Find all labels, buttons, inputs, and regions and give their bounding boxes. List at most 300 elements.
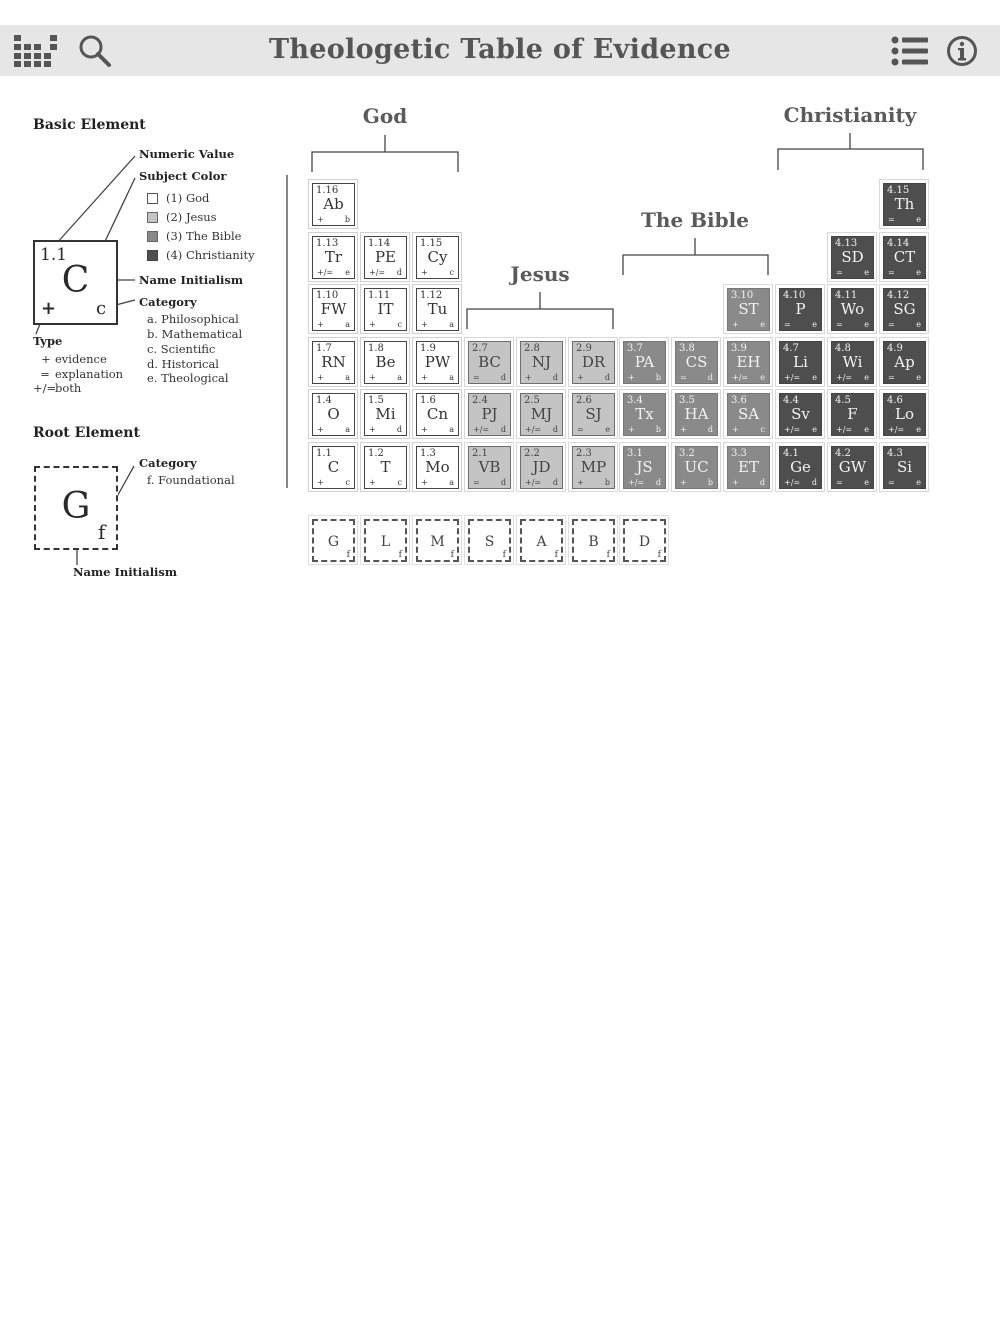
root-element-category: f: [398, 550, 402, 560]
element-cell[interactable]: [827, 284, 877, 334]
root-element-tile: [312, 519, 355, 562]
element-number: 4.15: [887, 185, 910, 196]
element-tile: [883, 393, 926, 436]
element-symbol: CS: [685, 353, 708, 371]
legend-sample-element: [33, 240, 118, 325]
element-type: +/=: [888, 425, 905, 434]
element-cell[interactable]: [671, 389, 721, 439]
element-cell[interactable]: [879, 442, 929, 492]
root-element-cell[interactable]: [516, 515, 566, 565]
element-symbol: CT: [893, 248, 916, 266]
element-type: +: [421, 373, 428, 382]
element-number: 3.8: [679, 343, 695, 354]
element-type: =: [680, 373, 687, 382]
element-category: d: [811, 478, 817, 487]
element-category: c: [397, 320, 402, 329]
element-number: 4.2: [835, 448, 851, 459]
element-type: +/=: [473, 425, 490, 434]
element-type: +: [680, 478, 687, 487]
legend-type-sym-evidence: +: [41, 352, 51, 366]
element-cell[interactable]: [360, 442, 410, 492]
root-element-tile: [520, 519, 563, 562]
element-number: 3.10: [731, 290, 754, 301]
element-cell[interactable]: [619, 389, 669, 439]
legend-type-sym-explanation: =: [40, 367, 50, 381]
element-cell[interactable]: [775, 442, 825, 492]
element-symbol: SD: [841, 248, 864, 266]
element-tile: [675, 446, 718, 489]
element-category: a: [449, 425, 454, 434]
sample-numeric-value: 1.1: [40, 245, 68, 265]
root-element-tile: [623, 519, 666, 562]
element-type: +: [628, 425, 635, 434]
element-category: d: [707, 425, 713, 434]
element-number: 4.9: [887, 343, 903, 354]
element-number: 4.5: [835, 395, 851, 406]
element-type: =: [577, 425, 584, 434]
element-type: +: [317, 320, 324, 329]
element-cell[interactable]: [412, 442, 462, 492]
root-element-symbol: G: [327, 534, 340, 550]
element-tile: [416, 288, 459, 331]
element-tile: [779, 341, 822, 384]
element-category: c: [397, 478, 402, 487]
element-cell[interactable]: [827, 232, 877, 282]
legend-type-sym-both: +/=: [33, 381, 57, 395]
element-cell[interactable]: [360, 389, 410, 439]
element-cell[interactable]: [723, 442, 773, 492]
element-type: +: [317, 373, 324, 382]
element-type: +: [421, 268, 428, 277]
sample-type: +: [41, 298, 57, 319]
element-number: 4.1: [783, 448, 799, 459]
info-icon[interactable]: [946, 35, 978, 67]
element-category: e: [864, 478, 869, 487]
element-category: a: [345, 373, 350, 382]
swatch-bible: [147, 231, 158, 242]
element-category: c: [760, 425, 765, 434]
element-cell[interactable]: [360, 284, 410, 334]
element-type: =: [888, 320, 895, 329]
element-number: 2.5: [524, 395, 540, 406]
element-symbol: SA: [737, 405, 760, 423]
element-symbol: Mi: [375, 405, 396, 423]
element-cell[interactable]: [827, 389, 877, 439]
root-element-symbol: S: [484, 534, 495, 550]
element-symbol: Ab: [323, 195, 344, 213]
element-tile: [364, 288, 407, 331]
element-tile: [520, 341, 563, 384]
element-category: d: [759, 478, 765, 487]
element-number: 2.8: [524, 343, 540, 354]
element-number: 4.13: [835, 238, 858, 249]
element-symbol: Ap: [894, 353, 915, 371]
element-symbol: Sv: [791, 405, 810, 423]
element-category: a: [345, 425, 350, 434]
root-element-category: f: [502, 550, 506, 560]
element-symbol: Wo: [840, 300, 865, 318]
root-element-tile: [572, 519, 615, 562]
element-number: 4.4: [783, 395, 799, 406]
element-category: d: [396, 268, 402, 277]
element-cell[interactable]: [775, 284, 825, 334]
element-cell[interactable]: [516, 337, 566, 387]
element-type: +/=: [369, 268, 386, 277]
element-type: =: [784, 320, 791, 329]
element-type: +/=: [525, 478, 542, 487]
element-cell[interactable]: [775, 337, 825, 387]
element-type: =: [836, 320, 843, 329]
element-tile: [727, 393, 770, 436]
element-category: a: [449, 373, 454, 382]
group-label-jesus: Jesus: [510, 262, 570, 286]
element-tile: [364, 236, 407, 279]
element-cell[interactable]: [464, 442, 514, 492]
legend-cat-c: c. Scientific: [147, 342, 216, 356]
element-cell[interactable]: [827, 337, 877, 387]
element-category: e: [345, 268, 350, 277]
element-symbol: Tx: [635, 405, 654, 423]
swatch-christianity: [147, 250, 158, 261]
element-number: 2.6: [576, 395, 592, 406]
element-symbol: Be: [375, 353, 396, 371]
element-cell[interactable]: [879, 232, 929, 282]
group-label-christianity: Christianity: [783, 103, 917, 127]
element-cell[interactable]: [879, 337, 929, 387]
element-cell[interactable]: [308, 284, 358, 334]
element-cell[interactable]: [360, 337, 410, 387]
element-symbol: RN: [321, 353, 346, 371]
element-type: =: [888, 478, 895, 487]
element-number: 1.11: [368, 290, 391, 301]
root-element-category: f: [554, 550, 558, 560]
element-cell[interactable]: [723, 337, 773, 387]
element-type: +/=: [525, 425, 542, 434]
element-symbol: VB: [478, 458, 501, 476]
legend-cat-d: d. Historical: [147, 357, 219, 371]
element-category: a: [449, 320, 454, 329]
element-number: 4.7: [783, 343, 799, 354]
element-symbol: O: [327, 405, 340, 423]
element-tile: [831, 236, 874, 279]
element-number: 1.12: [420, 290, 443, 301]
element-symbol: Ge: [790, 458, 811, 476]
root-sample-initialism: G: [61, 486, 91, 527]
element-cell[interactable]: [412, 232, 462, 282]
element-symbol: BC: [478, 353, 501, 371]
element-tile: [468, 341, 511, 384]
element-type: +/=: [732, 373, 749, 382]
element-tile: [520, 446, 563, 489]
element-number: 2.4: [472, 395, 488, 406]
root-element-cell[interactable]: [568, 515, 618, 565]
element-category: a: [345, 320, 350, 329]
element-number: 4.8: [835, 343, 851, 354]
element-type: +: [421, 478, 428, 487]
element-tile: [572, 393, 615, 436]
element-symbol: MJ: [530, 405, 553, 423]
element-tile: [623, 393, 666, 436]
element-category: e: [760, 320, 765, 329]
element-number: 1.1: [316, 448, 332, 459]
element-tile: [312, 183, 355, 226]
element-type: +/=: [784, 478, 801, 487]
element-symbol: T: [380, 458, 391, 476]
element-number: 2.2: [524, 448, 540, 459]
legend-root-name-initialism: Name Initialism: [73, 565, 178, 579]
element-category: e: [916, 373, 921, 382]
element-symbol: JD: [532, 458, 551, 476]
element-type: +: [732, 425, 739, 434]
element-cell[interactable]: [412, 337, 462, 387]
element-category: e: [916, 320, 921, 329]
element-symbol: EH: [736, 353, 761, 371]
element-tile: [312, 341, 355, 384]
legend-subject-bible: (3) The Bible: [166, 229, 242, 243]
element-category: d: [552, 425, 558, 434]
element-number: 3.9: [731, 343, 747, 354]
element-symbol: PA: [634, 353, 655, 371]
element-type: +: [317, 215, 324, 224]
element-type: +: [577, 478, 584, 487]
element-category: e: [812, 425, 817, 434]
element-cell[interactable]: [308, 232, 358, 282]
element-symbol: Th: [894, 195, 915, 213]
element-category: e: [916, 268, 921, 277]
element-number: 2.7: [472, 343, 488, 354]
element-tile: [468, 393, 511, 436]
element-category: e: [812, 373, 817, 382]
root-element-tile: [468, 519, 511, 562]
element-category: b: [655, 425, 661, 434]
element-tile: [572, 446, 615, 489]
element-cell[interactable]: [568, 337, 618, 387]
element-tile: [416, 236, 459, 279]
element-category: c: [449, 268, 454, 277]
swatch-god: [147, 193, 158, 204]
element-tile: [572, 341, 615, 384]
swatch-jesus: [147, 212, 158, 223]
legend-type-evidence: evidence: [55, 352, 107, 366]
element-category: a: [397, 373, 402, 382]
element-type: =: [888, 373, 895, 382]
element-tile: [883, 341, 926, 384]
element-category: d: [500, 478, 506, 487]
element-tile: [779, 288, 822, 331]
element-category: d: [655, 478, 661, 487]
element-type: +: [577, 373, 584, 382]
element-symbol: Tr: [324, 248, 343, 266]
legend-cat-a: a. Philosophical: [147, 312, 239, 326]
element-tile: [831, 288, 874, 331]
element-tile: [416, 393, 459, 436]
element-category: e: [916, 478, 921, 487]
element-type: +: [317, 425, 324, 434]
element-tile: [727, 288, 770, 331]
element-symbol: NJ: [531, 353, 552, 371]
element-cell[interactable]: [360, 232, 410, 282]
element-type: +: [369, 425, 376, 434]
element-type: +: [421, 320, 428, 329]
element-symbol: Wi: [842, 353, 863, 371]
root-element-cell[interactable]: [360, 515, 410, 565]
element-cell[interactable]: [619, 442, 669, 492]
legend-basic-title: Basic Element: [33, 117, 146, 133]
element-cell[interactable]: [827, 442, 877, 492]
element-cell[interactable]: [516, 389, 566, 439]
root-element-symbol: B: [588, 534, 599, 550]
element-category: d: [552, 478, 558, 487]
element-type: +/=: [628, 478, 645, 487]
legend-type-explanation: explanation: [55, 367, 124, 381]
element-cell[interactable]: [412, 284, 462, 334]
element-type: +: [369, 320, 376, 329]
element-symbol: IT: [377, 300, 394, 318]
element-category: c: [345, 478, 350, 487]
element-symbol: Mo: [425, 458, 450, 476]
element-number: 1.6: [420, 395, 436, 406]
element-type: +: [732, 478, 739, 487]
element-cell[interactable]: [308, 442, 358, 492]
legend-root-title: Root Element: [33, 425, 140, 441]
group-label-bible: The Bible: [641, 208, 749, 232]
root-element-cell[interactable]: [308, 515, 358, 565]
element-tile: [883, 446, 926, 489]
element-cell[interactable]: [568, 389, 618, 439]
element-category: e: [864, 373, 869, 382]
element-symbol: PW: [424, 353, 451, 371]
root-element-cell[interactable]: [412, 515, 462, 565]
element-number: 1.9: [420, 343, 436, 354]
element-tile: [416, 446, 459, 489]
element-cell[interactable]: [516, 442, 566, 492]
element-symbol: Cn: [426, 405, 449, 423]
element-symbol: Lo: [895, 405, 914, 423]
element-cell[interactable]: [308, 337, 358, 387]
element-type: =: [473, 478, 480, 487]
root-element-category: f: [606, 550, 610, 560]
element-type: =: [836, 478, 843, 487]
legend-type: Type: [33, 334, 63, 348]
element-number: 4.6: [887, 395, 903, 406]
element-category: d: [552, 373, 558, 382]
element-category: b: [707, 478, 713, 487]
element-symbol: F: [847, 405, 858, 423]
element-number: 2.1: [472, 448, 488, 459]
element-number: 1.3: [420, 448, 436, 459]
element-category: b: [655, 373, 661, 382]
element-number: 1.10: [316, 290, 339, 301]
element-cell[interactable]: [412, 389, 462, 439]
element-number: 1.15: [420, 238, 443, 249]
element-category: e: [864, 425, 869, 434]
element-cell[interactable]: [723, 284, 773, 334]
root-element-cell[interactable]: [464, 515, 514, 565]
element-number: 4.10: [783, 290, 806, 301]
element-symbol: P: [795, 300, 806, 318]
element-cell[interactable]: [464, 389, 514, 439]
element-type: +: [317, 478, 324, 487]
element-cell[interactable]: [464, 337, 514, 387]
legend-category: Category: [139, 295, 197, 309]
element-category: d: [500, 373, 506, 382]
element-tile: [312, 236, 355, 279]
legend-root-cat-f: f. Foundational: [147, 473, 235, 487]
element-cell[interactable]: [671, 442, 721, 492]
element-cell[interactable]: [308, 389, 358, 439]
element-category: b: [604, 478, 610, 487]
root-element-category: f: [657, 550, 661, 560]
element-type: =: [473, 373, 480, 382]
element-tile: [364, 393, 407, 436]
element-type: =: [836, 268, 843, 277]
element-number: 4.3: [887, 448, 903, 459]
element-category: e: [864, 320, 869, 329]
element-cell[interactable]: [879, 284, 929, 334]
element-category: e: [916, 425, 921, 434]
element-symbol: C: [327, 458, 340, 476]
root-sample-category: f: [98, 520, 106, 544]
element-number: 1.2: [368, 448, 384, 459]
element-tile: [675, 393, 718, 436]
element-type: +/=: [317, 268, 334, 277]
element-cell[interactable]: [879, 179, 929, 229]
element-type: +/=: [836, 425, 853, 434]
element-tile: [831, 341, 874, 384]
element-number: 3.3: [731, 448, 747, 459]
element-symbol: PJ: [481, 405, 498, 423]
element-tile: [312, 288, 355, 331]
element-number: 4.14: [887, 238, 910, 249]
element-symbol: JS: [636, 458, 653, 476]
element-cell[interactable]: [723, 389, 773, 439]
legend-cat-e: e. Theological: [147, 371, 229, 385]
element-number: 2.3: [576, 448, 592, 459]
element-category: e: [864, 268, 869, 277]
element-symbol: ST: [738, 300, 759, 318]
element-tile: [883, 288, 926, 331]
element-tile: [364, 446, 407, 489]
element-tile: [312, 446, 355, 489]
group-label-god: God: [362, 104, 408, 128]
element-cell[interactable]: [619, 337, 669, 387]
element-tile: [623, 446, 666, 489]
element-tile: [520, 393, 563, 436]
legend-numeric-value: Numeric Value: [139, 147, 235, 161]
element-symbol: HA: [684, 405, 709, 423]
element-number: 4.11: [835, 290, 858, 301]
element-tile: [623, 341, 666, 384]
element-cell[interactable]: [879, 389, 929, 439]
root-element-symbol: L: [380, 534, 391, 550]
element-number: 3.6: [731, 395, 747, 406]
list-icon[interactable]: [891, 36, 929, 66]
element-tile: [883, 236, 926, 279]
element-cell[interactable]: [568, 442, 618, 492]
element-tile: [312, 393, 355, 436]
element-number: 4.12: [887, 290, 910, 301]
element-number: 3.1: [627, 448, 643, 459]
element-category: d: [604, 373, 610, 382]
element-cell[interactable]: [308, 179, 358, 229]
element-cell[interactable]: [775, 389, 825, 439]
element-number: 2.9: [576, 343, 592, 354]
root-element-symbol: A: [536, 534, 547, 550]
element-type: +/=: [784, 373, 801, 382]
element-type: =: [888, 268, 895, 277]
element-cell[interactable]: [671, 337, 721, 387]
root-element-cell[interactable]: [619, 515, 669, 565]
